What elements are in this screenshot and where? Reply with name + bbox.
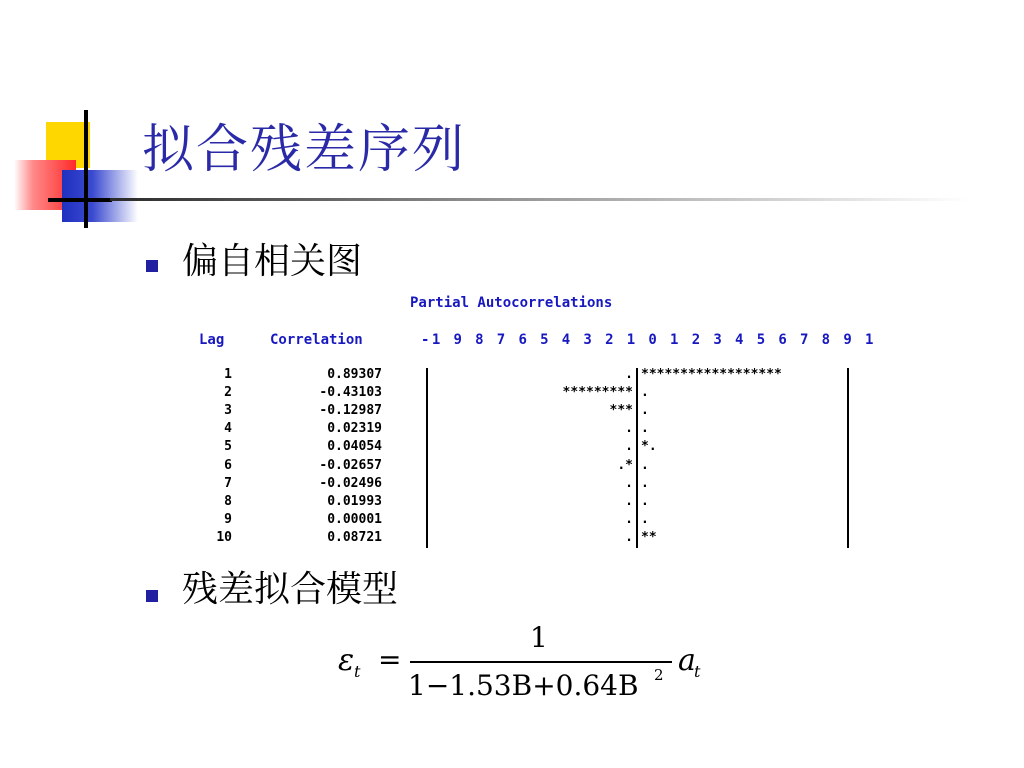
- pacf-correlation-value: 0.00001: [327, 511, 382, 527]
- pacf-correlation-value: 0.04054: [327, 439, 382, 455]
- formula-fraction-bar: [410, 661, 672, 663]
- decor-horizontal-line: [48, 198, 112, 202]
- pacf-correlation-value: 0.01993: [327, 493, 382, 509]
- pacf-lag-value: 8: [224, 493, 232, 509]
- formula-numerator: 1: [530, 621, 548, 654]
- pacf-negative-bar: .: [625, 439, 633, 455]
- pacf-negative-bar: ***: [609, 403, 633, 419]
- pacf-lag-value: 1: [224, 367, 232, 382]
- pacf-col-lag: Lag: [199, 332, 225, 348]
- pacf-lag-value: 7: [224, 475, 232, 491]
- pacf-positive-bar: *.: [641, 439, 657, 455]
- pacf-positive-bar: **: [641, 529, 657, 545]
- formula-denominator-sup: 2: [654, 666, 664, 684]
- page-title: 拟合残差序列: [142, 120, 467, 180]
- pacf-correlation-value: -0.43103: [319, 385, 382, 401]
- formula-a: a: [678, 643, 696, 678]
- pacf-lag-value: 4: [224, 421, 232, 437]
- pacf-lag-value: 6: [224, 457, 232, 473]
- pacf-negative-bar: .: [625, 529, 633, 545]
- decor-vertical-line: [84, 110, 88, 228]
- pacf-correlation-value: -0.02657: [319, 457, 382, 473]
- pacf-negative-bar: .: [625, 475, 633, 491]
- pacf-negative-bar: .: [625, 493, 633, 509]
- pacf-correlation-value: -0.12987: [319, 403, 382, 419]
- pacf-positive-bar: .: [641, 475, 649, 491]
- formula-denominator: 1−1.53B+0.64B: [408, 669, 639, 702]
- bullet-text-1: 偏自相关图: [182, 241, 363, 282]
- pacf-positive-bar: ******************: [641, 367, 782, 382]
- pacf-correlation-value: 0.89307: [327, 367, 382, 382]
- pacf-heading: Partial Autocorrelations: [410, 295, 613, 311]
- pacf-lag-value: 5: [224, 439, 232, 455]
- pacf-lag-value: 3: [224, 403, 232, 419]
- formula-a-sub: t: [694, 662, 701, 681]
- pacf-left-border: [426, 368, 428, 548]
- pacf-positive-bar: .: [641, 421, 649, 437]
- pacf-scale: -1 9 8 7 6 5 4 3 2 1 0 1 2 3 4 5 6 7 8 9 1: [421, 332, 876, 348]
- pacf-col-correlation: Correlation: [270, 332, 363, 348]
- pacf-negative-bar: *********: [562, 385, 633, 401]
- pacf-positive-bar: .: [641, 403, 649, 419]
- bullet-marker-2: [146, 590, 158, 602]
- formula-epsilon: ε: [338, 643, 355, 678]
- pacf-lag-value: 9: [224, 511, 232, 527]
- pacf-correlation-value: 0.02319: [327, 421, 382, 437]
- decor-blue-square: [62, 170, 138, 222]
- pacf-negative-bar: .*: [617, 457, 633, 473]
- pacf-positive-bar: .: [641, 457, 649, 473]
- pacf-lag-value: 2: [224, 385, 232, 401]
- pacf-positive-bar: .: [641, 511, 649, 527]
- pacf-lag-value: 10: [216, 529, 232, 545]
- pacf-negative-bar: .: [625, 421, 633, 437]
- pacf-positive-bar: .: [641, 385, 649, 401]
- pacf-negative-bar: .: [625, 511, 633, 527]
- formula-equals: =: [378, 643, 402, 676]
- pacf-negative-bar: .: [625, 367, 633, 382]
- pacf-correlation-value: -0.02496: [319, 475, 382, 491]
- bullet-marker-1: [146, 260, 158, 272]
- pacf-right-border: [847, 368, 849, 548]
- formula-epsilon-sub: t: [354, 662, 361, 681]
- title-underline: [110, 198, 970, 201]
- bullet-text-2: 残差拟合模型: [182, 569, 399, 610]
- pacf-zero-axis: [636, 368, 638, 548]
- pacf-positive-bar: .: [641, 493, 649, 509]
- pacf-correlation-value: 0.08721: [327, 529, 382, 545]
